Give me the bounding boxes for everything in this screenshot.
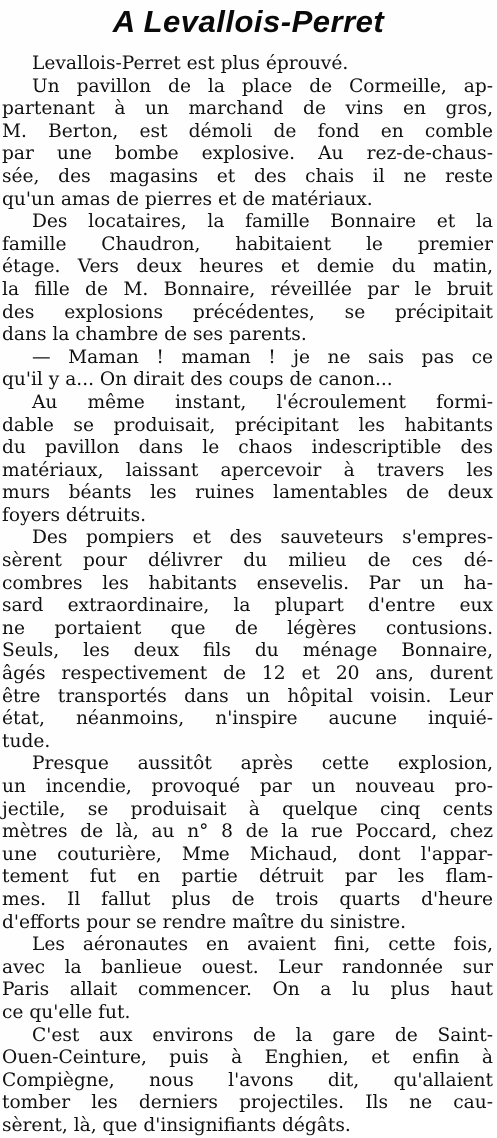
article-line: combres les habitants ensevelis. Par un ha- [2,572,493,594]
article-line: C'est aux environs de la gare de Saint- [32,1024,493,1046]
article-line: avec la banlieue ouest. Leur randonnée sur [2,956,493,978]
article-line: Ouen-Ceinture, puis à Enghien, et enfin à [2,1047,493,1069]
article-line: matériaux, laissant apercevoir à travers les [2,459,493,481]
article-line: Compiègne, nous l'avons dit, qu'allaient [2,1069,493,1091]
article-line: être transportés dans un hôpital voisin. Leur [2,685,493,707]
article-line: Levallois-Perret est plus éprouvé. [32,53,349,74]
article-line: âgés respectivement de 12 et 20 ans, durent [2,663,493,685]
article-line: dable se produisait, précipitant les habitants [2,414,493,436]
article-line: un incendie, provoqué par un nouveau pro- [2,776,493,797]
article-line: ne portaient que de légères contusions. [2,617,493,639]
article-line: qu'un amas de pierres et de matériaux. [2,188,373,210]
article-line: Seuls, les deux fils du ménage Bonnaire, [2,640,493,662]
article-line: sèrent, là, que d'insignifiants dégâts. [2,1114,351,1136]
article-line: Des locataires, la famille Bonnaire et la [32,211,493,233]
article-line: d'efforts pour se rendre maître du sinistre. [2,911,407,933]
article-line: jectile, se produisait à quelque cinq cents [2,798,493,820]
article-line: Les aéronautes en avaient fini, cette fois, [32,934,493,956]
article-line: Au même instant, l'écroulement formi- [32,391,493,413]
article-line: Presque aussitôt après cette explosion, [32,753,493,775]
article-line: Un pavillon de la place de Cormeille, ap- [32,75,493,97]
article-line: foyers détruits. [2,504,147,526]
article-line: M. Berton, est démoli de fond en comble [2,120,493,142]
article-line: dans la chambre de ses parents. [2,324,307,346]
article-line: — Maman ! maman ! je ne sais pas ce [32,346,493,368]
article-line: Paris allait commencer. On a lu plus haut [2,979,493,1001]
article-line: murs béants les ruines lamentables de deux [2,482,493,504]
article-line: sard extraordinaire, la plupart d'entre eux [2,595,493,617]
headline: A Levallois-Perret [112,4,385,39]
article-line: tement fut en partie détruit par les flam- [2,866,493,888]
article-line: une couturière, Mme Michaud, dont l'appar- [2,843,493,865]
article-line: état, néanmoins, n'inspire aucune inquié- [2,708,493,730]
article-line: sée, des magasins et des chais il ne reste [2,165,493,187]
article-line: famille Chaudron, habitaient le premier [2,233,493,255]
article-line: tude. [2,730,51,752]
article-line: sèrent pour délivrer du milieu de ces dé- [2,550,493,572]
article-line: Des pompiers et des sauveteurs s'empres- [32,527,493,549]
article-line: tomber les derniers projectiles. Ils ne cau- [2,1092,493,1114]
article-line: qu'il y a... On dirait des coups de canon... [2,369,393,391]
article-line: des explosions précédentes, se précipitait [2,301,493,323]
article-line: ce qu'elle fut. [2,1001,131,1023]
article-line: partenant à un marchand de vins en gros, [2,98,493,120]
article-line: la fille de M. Bonnaire, réveillée par le bruit [2,278,493,300]
article-line: par une bombe explosive. Au rez-de-chaus- [2,143,493,165]
article-line: étage. Vers deux heures et demie du matin, [2,256,493,278]
article-body [0,53,497,1138]
article-line: mètres de là, au n° 8 de la rue Poccard, chez [2,821,493,843]
article-line: mes. Il fallut plus de trois quarts d'heure [2,888,493,910]
article-line: du pavillon dans le chaos indescriptible des [2,437,493,459]
